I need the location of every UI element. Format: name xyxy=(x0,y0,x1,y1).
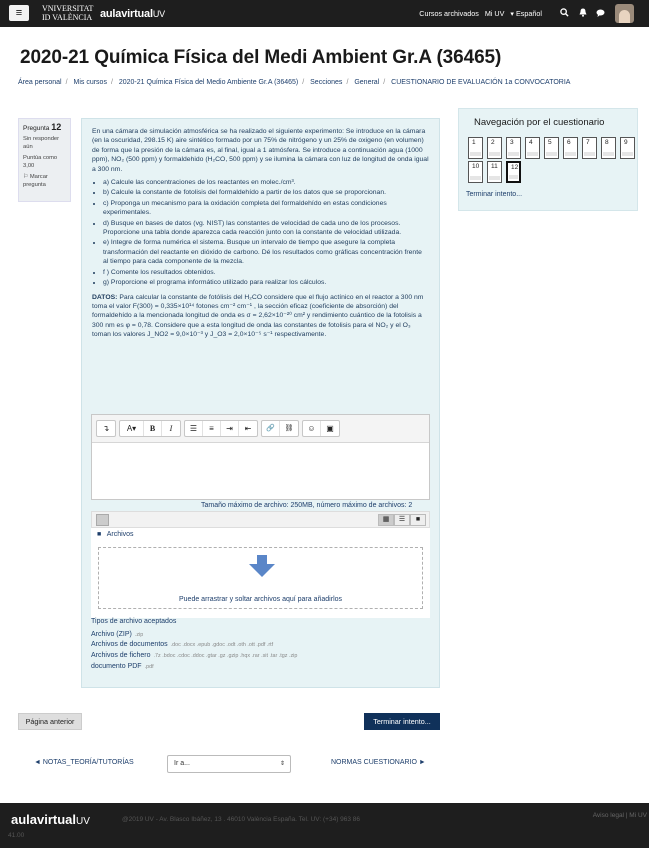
breadcrumb-sections[interactable]: Secciones xyxy=(310,79,343,86)
user-avatar[interactable] xyxy=(615,4,634,23)
question-number: 12 xyxy=(51,122,62,132)
file-drop-zone[interactable]: Puede arrastrar y soltar archivos aquí para añadirlos xyxy=(98,547,423,609)
jump-to-select[interactable]: Ir a... ⇕ xyxy=(167,755,291,773)
link-icon[interactable]: 🔗 xyxy=(262,421,280,436)
quiz-nav-question[interactable]: 2 xyxy=(487,137,502,159)
select-arrows-icon: ⇕ xyxy=(279,761,285,767)
folder-icon: ■ xyxy=(97,531,102,538)
finish-attempt-button[interactable]: Terminar intento... xyxy=(364,713,440,730)
breadcrumb-general[interactable]: General xyxy=(354,79,380,86)
question-info-panel: Pregunta 12 Sin responder aún Puntúa como 3,00 ⚐ Marcar pregunta xyxy=(18,118,71,202)
question-state: Sin responder aún xyxy=(23,136,60,150)
breadcrumb-my-courses[interactable]: Mis cursos xyxy=(73,79,107,86)
footer-logo[interactable]: aulavirtualUV xyxy=(11,812,90,827)
question-points: Puntúa como 3,00 xyxy=(23,155,58,169)
flag-question-link[interactable]: ⚐ Marcar pregunta xyxy=(23,174,48,188)
question-item: • d) Busque en bases de datos (vg. NIST) las constantes de velocidad de cada uno de los procesos. Proporcione una tabla donde aparezca cada reacción junto con la constante de velocidad utilizada. xyxy=(103,219,429,238)
aulavirtual-logo[interactable]: aulavirtualUV xyxy=(100,8,165,20)
bold-icon[interactable]: B xyxy=(144,421,162,436)
quiz-nav-question[interactable]: 6 xyxy=(563,137,578,159)
quiz-nav-question[interactable]: 11 xyxy=(487,161,502,183)
quiz-nav-question[interactable]: 7 xyxy=(582,137,597,159)
footer-time: 41.00 xyxy=(8,832,25,839)
breadcrumb-home[interactable]: Área personal xyxy=(18,79,62,86)
file-size-limit: Tamaño máximo de archivo: 250MB, número máximo de archivos: 2 xyxy=(201,502,413,509)
file-type-item: documento PDF .pdf xyxy=(91,662,154,670)
language-menu[interactable]: ▾ Español xyxy=(510,9,542,18)
quiz-nav-question[interactable]: 1 xyxy=(468,137,483,159)
files-folder[interactable]: ■ Archivos xyxy=(97,531,134,538)
quiz-navigation-block xyxy=(458,108,638,211)
question-item: • c) Proponga un mecanismo para la oxidación completa del formaldehído en estas condiciones experimentales. xyxy=(103,199,429,218)
file-type-item: Archivo (ZIP) .zip xyxy=(91,630,144,638)
font-style-icon[interactable]: A▾ xyxy=(120,421,144,436)
question-item: • a) Calcule las concentraciones de los reactantes en molec./cm³. xyxy=(103,178,429,187)
accepted-file-types: Tipos de archivo aceptados Archivo (ZIP) .zip Archivos de documentos .doc .docx .epub .gdoc .odt .oth .ott .pdf .rtf Archivos de fichero .7z .bdoc .cdoc .ddoc .gtar .gz .gzip .hqx .rar .sit .tar .tgz .zip documento PDF .pdf xyxy=(91,617,297,673)
question-item: • e) Integre de forma numérica el sistema. Busque un intervalo de tiempo que asegure la completa transformación del reactante en dióxido de carbono. Dé los resultados como gráficas concentración frente al tiempo para cada componente de la mezcla. xyxy=(103,238,429,266)
numbered-list-icon[interactable]: ≡ xyxy=(203,421,221,436)
quiz-nav-question-current[interactable]: 12 xyxy=(506,161,521,183)
image-icon[interactable]: ▣ xyxy=(326,424,334,433)
menu-icon[interactable]: ≡ xyxy=(9,5,29,21)
breadcrumb-course[interactable]: 2020-21 Química Física del Medio Ambiente Gr.A (36465) xyxy=(118,79,299,86)
quiz-nav-question[interactable]: 5 xyxy=(544,137,559,159)
answer-editor xyxy=(91,414,430,500)
question-item: • f ) Comente los resultados obtenidos. xyxy=(103,268,429,277)
breadcrumb-quiz[interactable]: CUESTIONARIO DE EVALUACIÓN 1a CONVOCATORIA xyxy=(391,79,571,86)
emoticon-icon[interactable]: ☺ xyxy=(303,421,321,436)
footer-address: @2019 UV - Av. Blasco Ibáñez, 13 . 46010 València España. Tel. UV: (+34) 963 86 xyxy=(122,816,361,823)
add-file-icon[interactable] xyxy=(96,514,109,526)
unlink-icon[interactable]: ⛓ xyxy=(284,425,294,432)
indent-icon[interactable]: ⇥ xyxy=(221,421,239,436)
download-arrow-icon xyxy=(249,555,275,577)
prev-activity-link[interactable]: ◄ NOTAS_TEORÍA/TUTORÍAS xyxy=(34,759,134,766)
quiz-nav-finish-link[interactable]: Terminar intento... xyxy=(466,191,523,198)
outdent-icon[interactable]: ⇤ xyxy=(244,424,252,433)
quiz-nav-question[interactable]: 10 xyxy=(468,161,483,183)
quiz-nav-question[interactable]: 3 xyxy=(506,137,521,159)
collapse-toolbar-icon[interactable]: ↴ xyxy=(102,424,110,433)
quiz-nav-question[interactable]: 8 xyxy=(601,137,616,159)
question-item: • b) Calcule la constante de fotolisis del formaldehído a partir de los datos que se proporcionan. xyxy=(103,188,429,197)
file-type-item: Archivos de fichero .7z .bdoc .cdoc .ddoc .gtar .gz .gzip .hqx .rar .sit .tar .tgz .zip xyxy=(91,652,298,660)
flag-icon: ⚐ xyxy=(23,174,29,180)
uv-logo[interactable]: VNIVERSITAT ID VALÈNCIA xyxy=(42,4,94,22)
file-type-item: Archivos de documentos .doc .docx .epub .gdoc .odt .oth .ott .pdf .rtf xyxy=(91,641,274,649)
quiz-nav-question[interactable]: 9 xyxy=(620,137,635,159)
question-data: DATOS: Para calcular la constante de fotólisis del H₂CO considere que el flujo actínico en el reactor a 300 nm toma el valor F(300) = 0,335×10¹⁴ fotones cm⁻² cm⁻¹ , la sección eficaz (coeficiente de absorción) del formaldehído a la mencionada longitud de onda es σ = 2,62×10⁻²⁰ cm² y rendimiento cuántico de la fotolisis a 300 nm es φ = 0,78. Considere que a esta longitud de onda las constantes de fotolisis para el NO₂ y el O₃ toman los valores J_NO2 = 9,0×10⁻³ y J_O3 = 2,0×10⁻⁵ s⁻¹ respectivamente. xyxy=(92,293,424,339)
bullet-list-icon[interactable]: ☰ xyxy=(185,421,203,436)
question-item: • g) Proporcione el programa informático utilizado para realizar los cálculos. xyxy=(103,278,429,287)
quiz-nav-title: Navegación por el cuestionario xyxy=(474,117,605,128)
editor-text-area[interactable] xyxy=(92,443,429,499)
top-navbar xyxy=(0,0,649,27)
tree-view-icon[interactable]: ■ xyxy=(410,514,426,526)
question-intro: En una cámara de simulación atmosférica se ha realizado el siguiente experimento: Se introduce en la cámara (en la oscuridad, 298.15 K) aire sintético formado por un 75% de nitrógeno y un 25% de oxigeno (en volumen) de forma que la presión de la cámara es, al final, igual a 1 atmósfera. Se introduce a continuación agua (1000 ppm), NO₂ (500 ppm) y formaldehido (H₂CO, 500 ppm) y se ilumina la cámara con luz de longitud de onda igual a 300 nm. xyxy=(92,128,429,173)
breadcrumb: Área personal / Mis cursos / 2020-21 Química Física del Medio Ambiente Gr.A (36465) / Secciones / General / CUESTIONARIO DE EVALUACIÓN 1a CONVOCATORIA xyxy=(18,79,571,86)
list-view-icon[interactable]: ☰ xyxy=(394,514,410,526)
page-title: 2020-21 Química Física del Medi Ambient Gr.A (36465) xyxy=(20,47,502,68)
my-uv-link[interactable]: Mi UV xyxy=(484,9,505,18)
archived-courses-link[interactable]: Cursos archivados xyxy=(419,9,479,18)
italic-icon[interactable]: I xyxy=(169,424,173,433)
footer xyxy=(0,803,649,848)
grid-view-icon[interactable]: ▦ xyxy=(378,514,394,526)
footer-legal-links[interactable]: Aviso legal | Mi UV xyxy=(592,812,647,819)
file-manager xyxy=(91,511,430,618)
messages-icon[interactable] xyxy=(596,9,605,19)
search-icon[interactable] xyxy=(560,8,569,19)
next-activity-link[interactable]: NORMAS CUESTIONARIO ► xyxy=(331,759,426,766)
editor-toolbar xyxy=(92,415,429,443)
question-items xyxy=(92,178,429,287)
notification-bell-icon[interactable] xyxy=(579,8,587,19)
previous-page-button[interactable]: Página anterior xyxy=(18,713,82,730)
quiz-nav-question[interactable]: 4 xyxy=(525,137,540,159)
